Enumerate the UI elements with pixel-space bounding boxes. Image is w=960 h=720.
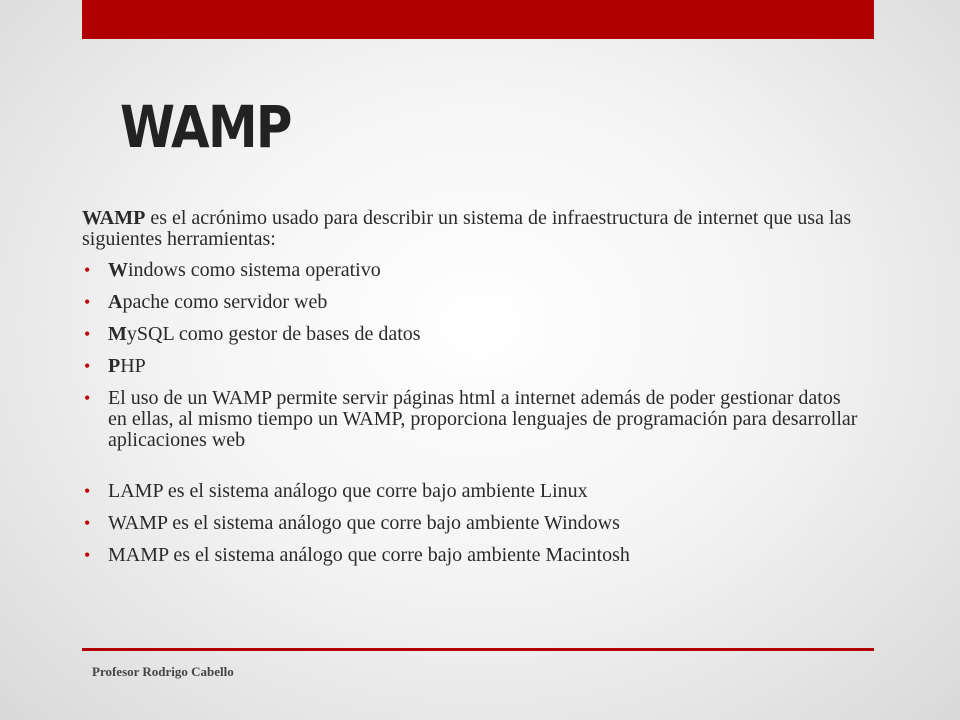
- list-item: [82, 513, 862, 534]
- list-item: [82, 481, 862, 502]
- list-item: [82, 260, 862, 281]
- bullet-list: [82, 260, 862, 566]
- bullet-text: LAMP es el sistema análogo que corre bajo ambiente Linux: [108, 480, 588, 502]
- footer-author: Profesor Rodrigo Cabello: [92, 664, 234, 679]
- list-item: [82, 388, 862, 451]
- bullet-icon: •: [84, 481, 91, 501]
- bullet-icon: •: [84, 292, 91, 312]
- bullet-bold: P: [108, 355, 121, 377]
- bullet-text: MAMP es el sistema análogo que corre bajo ambiente Macintosh: [108, 544, 630, 566]
- list-item: [82, 356, 862, 377]
- bullet-bold: A: [108, 291, 123, 313]
- list-item: [82, 292, 862, 313]
- bullet-bold: M: [108, 323, 127, 345]
- bullet-icon: •: [84, 260, 91, 280]
- bullet-text: pache como servidor web: [122, 291, 328, 313]
- bottom-divider: [82, 648, 874, 651]
- list-item: [82, 324, 862, 345]
- bullet-icon: •: [84, 324, 91, 344]
- bullet-icon: •: [84, 388, 91, 408]
- bullet-text: ySQL como gestor de bases de datos: [126, 323, 421, 345]
- bullet-text: indows como sistema operativo: [128, 259, 381, 281]
- bullet-bold: W: [108, 259, 128, 281]
- intro-paragraph: [82, 208, 862, 250]
- bullet-icon: •: [84, 545, 91, 565]
- bullet-icon: •: [84, 513, 91, 533]
- intro-text: es el acrónimo usado para describir un sistema de infraestructura de internet que usa las siguientes herramientas:: [82, 207, 852, 250]
- slide-content: [82, 208, 862, 577]
- bullet-text: HP: [120, 355, 146, 377]
- bullet-text: WAMP es el sistema análogo que corre bajo ambiente Windows: [108, 512, 620, 534]
- bullet-text: El uso de un WAMP permite servir páginas html a internet además de poder gestionar datos en ellas, al mismo tiempo un WAMP, proporciona lenguajes de programación para desarrollar aplicaciones web: [108, 387, 858, 451]
- intro-bold: WAMP: [82, 207, 146, 229]
- list-item: [82, 545, 862, 566]
- slide-title: WAMP: [120, 93, 291, 161]
- bullet-icon: •: [84, 356, 91, 376]
- top-accent-bar: [82, 0, 874, 39]
